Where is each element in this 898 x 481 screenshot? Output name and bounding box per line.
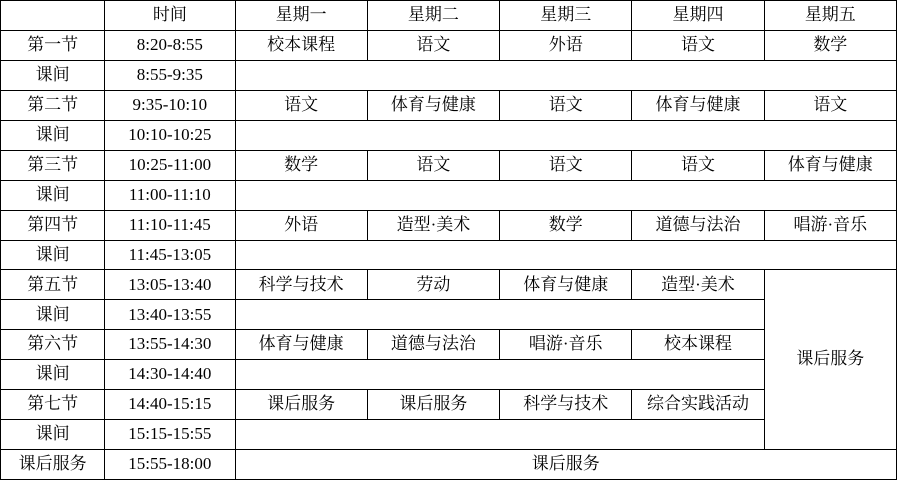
break-empty-cell bbox=[235, 180, 897, 210]
period-label: 课间 bbox=[1, 60, 105, 90]
time-range: 11:10-11:45 bbox=[105, 210, 235, 240]
table-row bbox=[1, 240, 897, 270]
period-label: 第五节 bbox=[1, 270, 105, 300]
period-label: 课间 bbox=[1, 180, 105, 210]
table-row bbox=[1, 120, 897, 150]
subject-cell: 劳动 bbox=[367, 270, 499, 300]
table-row bbox=[1, 270, 897, 300]
header-time: 时间 bbox=[105, 1, 235, 31]
period-label: 课间 bbox=[1, 300, 105, 330]
subject-cell: 外语 bbox=[500, 30, 632, 60]
time-range: 9:35-10:10 bbox=[105, 90, 235, 120]
time-range: 13:05-13:40 bbox=[105, 270, 235, 300]
subject-cell: 校本课程 bbox=[235, 30, 367, 60]
break-empty-cell bbox=[235, 420, 764, 450]
table-row bbox=[1, 210, 897, 240]
subject-cell: 造型·美术 bbox=[632, 270, 764, 300]
table-header-row bbox=[1, 1, 897, 31]
after-school-service-row: 课后服务 bbox=[235, 450, 897, 480]
period-label: 课间 bbox=[1, 240, 105, 270]
subject-cell: 唱游·音乐 bbox=[500, 330, 632, 360]
header-day-tuesday: 星期二 bbox=[367, 1, 499, 31]
table-row bbox=[1, 60, 897, 90]
subject-cell: 道德与法治 bbox=[632, 210, 764, 240]
break-empty-cell bbox=[235, 120, 897, 150]
time-range: 14:40-15:15 bbox=[105, 390, 235, 420]
time-range: 13:55-14:30 bbox=[105, 330, 235, 360]
subject-cell: 语文 bbox=[367, 150, 499, 180]
subject-cell: 语文 bbox=[367, 30, 499, 60]
subject-cell: 校本课程 bbox=[632, 330, 764, 360]
time-range: 15:55-18:00 bbox=[105, 450, 235, 480]
table-row bbox=[1, 360, 897, 390]
period-label: 第二节 bbox=[1, 90, 105, 120]
table-row bbox=[1, 450, 897, 480]
time-range: 11:00-11:10 bbox=[105, 180, 235, 210]
subject-cell: 数学 bbox=[500, 210, 632, 240]
period-label: 第七节 bbox=[1, 390, 105, 420]
subject-cell: 语文 bbox=[764, 90, 896, 120]
subject-cell: 唱游·音乐 bbox=[764, 210, 896, 240]
time-range: 11:45-13:05 bbox=[105, 240, 235, 270]
period-label: 第六节 bbox=[1, 330, 105, 360]
subject-cell: 科学与技术 bbox=[500, 390, 632, 420]
time-range: 10:25-11:00 bbox=[105, 150, 235, 180]
subject-cell: 体育与健康 bbox=[764, 150, 896, 180]
subject-cell: 体育与健康 bbox=[632, 90, 764, 120]
period-label: 第一节 bbox=[1, 30, 105, 60]
table-row bbox=[1, 420, 897, 450]
break-empty-cell bbox=[235, 240, 897, 270]
break-empty-cell bbox=[235, 300, 764, 330]
subject-cell: 语文 bbox=[632, 150, 764, 180]
subject-cell: 体育与健康 bbox=[367, 90, 499, 120]
header-day-thursday: 星期四 bbox=[632, 1, 764, 31]
subject-cell: 体育与健康 bbox=[500, 270, 632, 300]
period-label: 课后服务 bbox=[1, 450, 105, 480]
subject-cell: 造型·美术 bbox=[367, 210, 499, 240]
subject-cell: 道德与法治 bbox=[367, 330, 499, 360]
break-empty-cell bbox=[235, 60, 897, 90]
table-row bbox=[1, 90, 897, 120]
table-row bbox=[1, 150, 897, 180]
break-empty-cell bbox=[235, 360, 764, 390]
subject-cell: 综合实践活动 bbox=[632, 390, 764, 420]
subject-cell: 体育与健康 bbox=[235, 330, 367, 360]
header-day-friday: 星期五 bbox=[764, 1, 896, 31]
subject-cell: 数学 bbox=[235, 150, 367, 180]
subject-cell: 语文 bbox=[235, 90, 367, 120]
subject-cell: 数学 bbox=[764, 30, 896, 60]
table-row bbox=[1, 30, 897, 60]
subject-cell: 语文 bbox=[632, 30, 764, 60]
time-range: 8:20-8:55 bbox=[105, 30, 235, 60]
subject-cell: 课后服务 bbox=[367, 390, 499, 420]
subject-cell: 外语 bbox=[235, 210, 367, 240]
header-day-monday: 星期一 bbox=[235, 1, 367, 31]
period-label: 课间 bbox=[1, 360, 105, 390]
time-range: 15:15-15:55 bbox=[105, 420, 235, 450]
subject-cell: 课后服务 bbox=[235, 390, 367, 420]
table-row bbox=[1, 390, 897, 420]
table-row bbox=[1, 330, 897, 360]
time-range: 8:55-9:35 bbox=[105, 60, 235, 90]
subject-cell: 语文 bbox=[500, 90, 632, 120]
subject-cell: 科学与技术 bbox=[235, 270, 367, 300]
header-corner bbox=[1, 1, 105, 31]
header-day-wednesday: 星期三 bbox=[500, 1, 632, 31]
subject-cell: 语文 bbox=[500, 150, 632, 180]
after-school-service-block: 课后服务 bbox=[764, 270, 896, 450]
period-label: 课间 bbox=[1, 420, 105, 450]
period-label: 第三节 bbox=[1, 150, 105, 180]
time-range: 13:40-13:55 bbox=[105, 300, 235, 330]
table-row bbox=[1, 300, 897, 330]
time-range: 10:10-10:25 bbox=[105, 120, 235, 150]
table-row bbox=[1, 180, 897, 210]
period-label: 第四节 bbox=[1, 210, 105, 240]
period-label: 课间 bbox=[1, 120, 105, 150]
time-range: 14:30-14:40 bbox=[105, 360, 235, 390]
